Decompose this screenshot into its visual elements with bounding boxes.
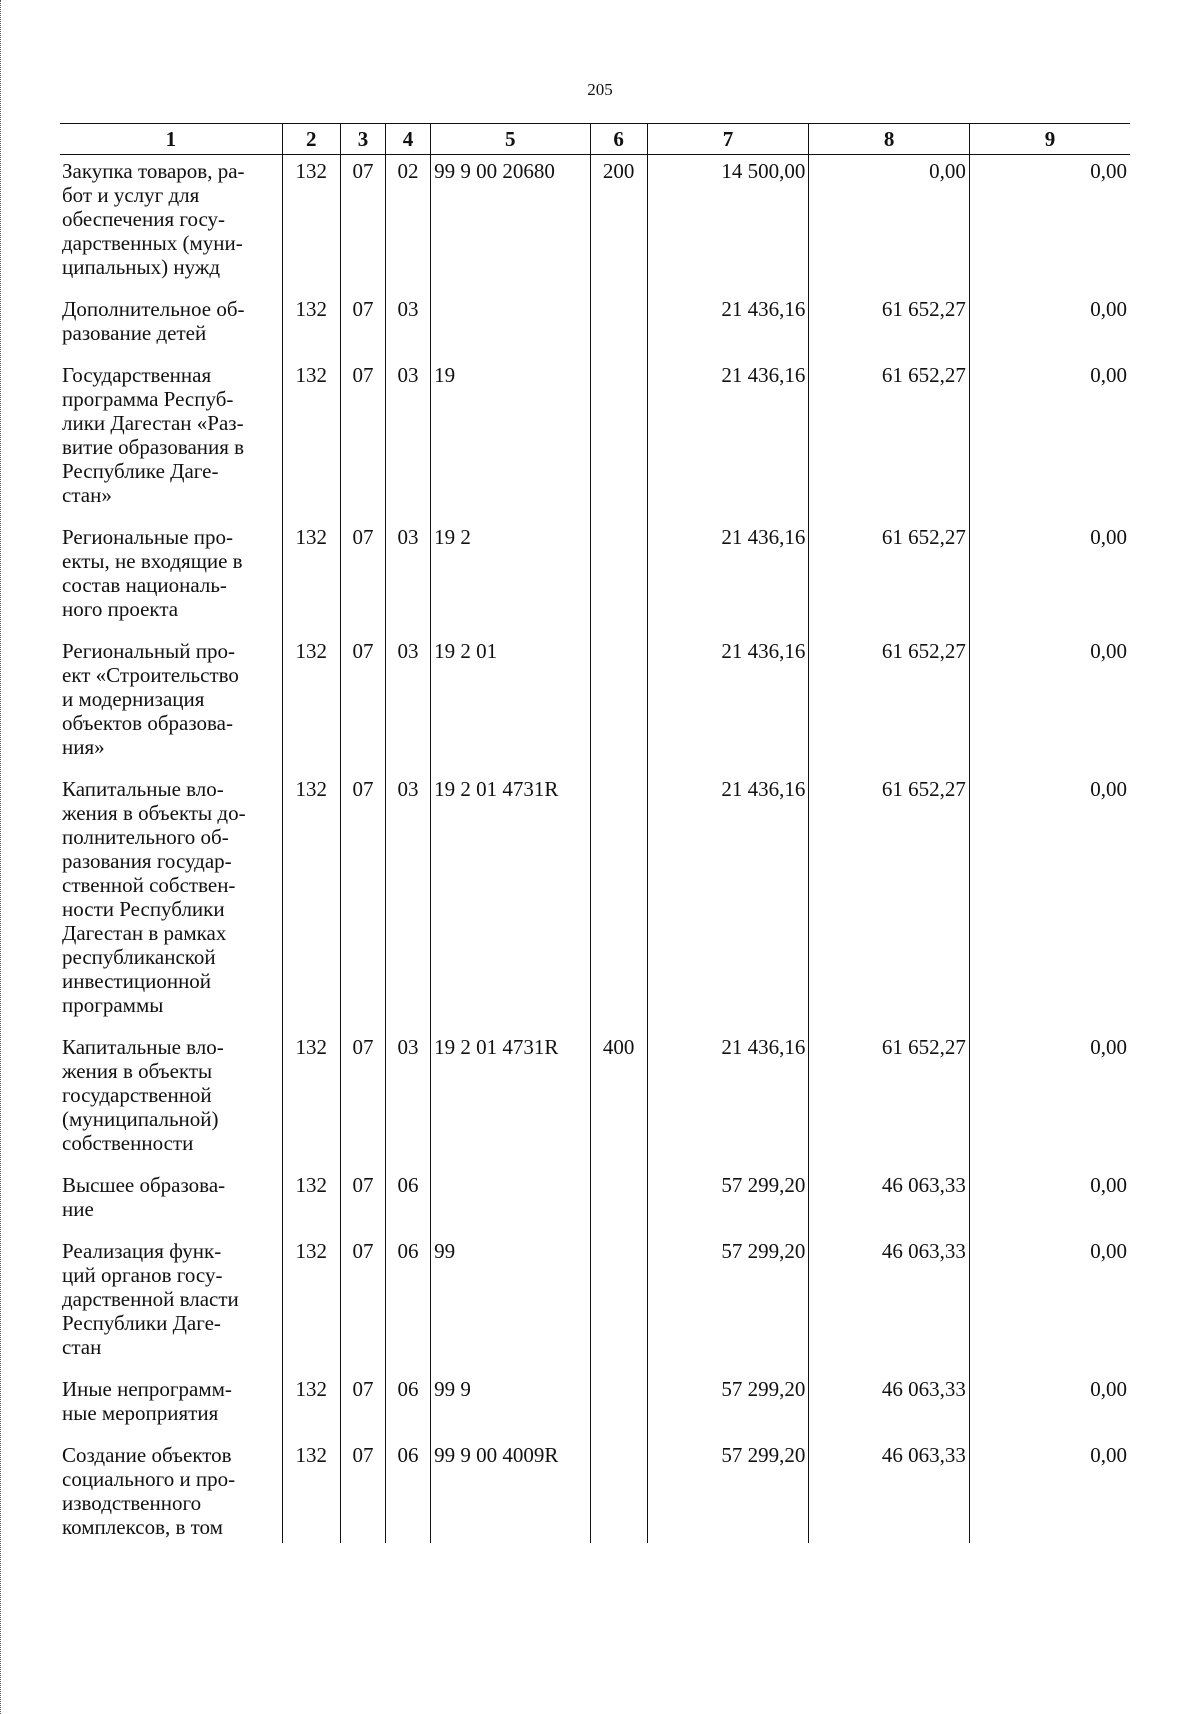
- row-amount-col9: 0,00: [969, 635, 1130, 773]
- row-code-col5: 99 9 00 4009R: [431, 1439, 590, 1543]
- table-body: [60, 155, 1130, 1544]
- row-name-cell: Региональный про- ект «Строительство и модернизация объектов образова- ния»: [62, 639, 239, 759]
- row-code-col3: 07: [340, 155, 385, 294]
- row-code-col4: 02: [385, 155, 430, 294]
- row-code-col4: 06: [385, 1235, 430, 1373]
- row-code-col5: [431, 1169, 590, 1235]
- row-code-col2: 132: [282, 359, 340, 521]
- row-amount-col8: 61 652,27: [809, 359, 970, 521]
- row-amount-col9: 0,00: [969, 1439, 1130, 1543]
- row-amount-col9: 0,00: [969, 1235, 1130, 1373]
- row-code-col3: 07: [340, 1373, 385, 1439]
- row-code-col4: 06: [385, 1439, 430, 1543]
- row-name-cell: Государственная программа Респуб- лики Дагестан «Раз- витие образования в Республике Даге- стан»: [62, 363, 245, 507]
- row-code-col3: 07: [340, 359, 385, 521]
- row-amount-col7: 21 436,16: [647, 635, 809, 773]
- row-name-cell: Реализация функ- ций органов госу- дарственной власти Республики Даге- стан: [62, 1239, 239, 1359]
- row-code-col5: 19 2: [431, 521, 590, 635]
- row-amount-col7: 57 299,20: [647, 1439, 809, 1543]
- row-code-col6: [590, 635, 647, 773]
- row-name-cell: Высшее образова- ние: [62, 1173, 226, 1221]
- row-amount-col9: 0,00: [969, 1031, 1130, 1169]
- row-amount-col9: 0,00: [969, 1373, 1130, 1439]
- budget-table: [60, 123, 1130, 1543]
- table-header-row: [60, 124, 1130, 155]
- header-col-5: 5: [431, 124, 590, 155]
- table-row: [60, 521, 1130, 635]
- row-code-col4: 03: [385, 1031, 430, 1169]
- row-code-col4: 03: [385, 635, 430, 773]
- row-code-col6: [590, 1373, 647, 1439]
- table-row: [60, 1235, 1130, 1373]
- row-amount-col7: 57 299,20: [647, 1235, 809, 1373]
- table-row: [60, 635, 1130, 773]
- row-amount-col8: 61 652,27: [809, 773, 970, 1031]
- row-amount-col8: 61 652,27: [809, 293, 970, 359]
- row-code-col3: 07: [340, 521, 385, 635]
- row-code-col2: 132: [282, 1169, 340, 1235]
- row-code-col6: [590, 359, 647, 521]
- row-code-col2: 132: [282, 773, 340, 1031]
- header-col-7: 7: [647, 124, 809, 155]
- row-amount-col7: 21 436,16: [647, 521, 809, 635]
- row-code-col2: 132: [282, 1439, 340, 1543]
- row-code-col4: 06: [385, 1373, 430, 1439]
- row-amount-col8: 46 063,33: [809, 1373, 970, 1439]
- header-col-1: 1: [60, 124, 282, 155]
- row-amount-col8: 61 652,27: [809, 521, 970, 635]
- row-amount-col9: 0,00: [969, 1169, 1130, 1235]
- row-code-col2: 132: [282, 1031, 340, 1169]
- row-code-col2: 132: [282, 155, 340, 294]
- row-code-col4: 03: [385, 773, 430, 1031]
- row-code-col3: 07: [340, 635, 385, 773]
- row-code-col5: 19 2 01 4731R: [431, 1031, 590, 1169]
- row-name-cell: Капитальные вло- жения в объекты государственной (муниципальной) собственности: [62, 1035, 224, 1155]
- row-code-col2: 132: [282, 635, 340, 773]
- row-code-col3: 07: [340, 293, 385, 359]
- row-code-col5: 19: [431, 359, 590, 521]
- header-col-4: 4: [385, 124, 430, 155]
- header-col-6: 6: [590, 124, 647, 155]
- row-code-col2: 132: [282, 521, 340, 635]
- row-amount-col7: 21 436,16: [647, 1031, 809, 1169]
- row-code-col4: 03: [385, 293, 430, 359]
- row-code-col5: 19 2 01 4731R: [431, 773, 590, 1031]
- row-amount-col7: 57 299,20: [647, 1373, 809, 1439]
- table-row: [60, 1373, 1130, 1439]
- row-amount-col8: 61 652,27: [809, 635, 970, 773]
- row-amount-col9: 0,00: [969, 293, 1130, 359]
- row-amount-col8: 0,00: [809, 155, 970, 294]
- row-amount-col7: 57 299,20: [647, 1169, 809, 1235]
- scan-left-edge: [0, 0, 3, 1714]
- row-name-cell: Иные непрограмм- ные мероприятия: [62, 1377, 232, 1425]
- row-amount-col7: 21 436,16: [647, 773, 809, 1031]
- row-amount-col7: 21 436,16: [647, 293, 809, 359]
- table-row: [60, 1169, 1130, 1235]
- row-code-col5: 99: [431, 1235, 590, 1373]
- row-code-col5: 99 9: [431, 1373, 590, 1439]
- header-col-2: 2: [282, 124, 340, 155]
- row-code-col6: [590, 773, 647, 1031]
- row-amount-col8: 61 652,27: [809, 1031, 970, 1169]
- row-code-col5: [431, 293, 590, 359]
- row-amount-col9: 0,00: [969, 773, 1130, 1031]
- row-code-col2: 132: [282, 1235, 340, 1373]
- row-amount-col9: 0,00: [969, 359, 1130, 521]
- row-code-col6: [590, 521, 647, 635]
- row-code-col6: 200: [590, 155, 647, 294]
- row-code-col4: 06: [385, 1169, 430, 1235]
- row-code-col3: 07: [340, 1235, 385, 1373]
- row-name-cell: Создание объектов социального и про- изводственного комплексов, в том: [62, 1443, 236, 1539]
- row-name-cell: Закупка товаров, ра- бот и услуг для обеспечения госу- дарственных (муни- ципальных) нужд: [62, 159, 245, 279]
- row-code-col3: 07: [340, 773, 385, 1031]
- table-row: [60, 773, 1130, 1031]
- row-amount-col9: 0,00: [969, 521, 1130, 635]
- table-row: [60, 155, 1130, 294]
- row-code-col4: 03: [385, 521, 430, 635]
- row-amount-col7: 14 500,00: [647, 155, 809, 294]
- header-col-8: 8: [809, 124, 970, 155]
- row-name-cell: Региональные про- екты, не входящие в состав националь- ного проекта: [62, 525, 243, 621]
- row-name-cell: Дополнительное об- разование детей: [62, 297, 245, 345]
- page-number: 205: [587, 80, 613, 99]
- row-code-col5: 19 2 01: [431, 635, 590, 773]
- row-name-cell: Капитальные вло- жения в объекты до- полнительного об- разования государ- ственной собствен- ности Республики Дагестан в рамках республиканской инвестиционной программы: [62, 777, 246, 1017]
- row-amount-col8: 46 063,33: [809, 1439, 970, 1543]
- row-code-col6: [590, 1169, 647, 1235]
- table-row: [60, 359, 1130, 521]
- row-code-col2: 132: [282, 293, 340, 359]
- row-code-col3: 07: [340, 1031, 385, 1169]
- row-code-col2: 132: [282, 1373, 340, 1439]
- row-code-col6: 400: [590, 1031, 647, 1169]
- row-amount-col7: 21 436,16: [647, 359, 809, 521]
- table-row: [60, 293, 1130, 359]
- row-code-col6: [590, 293, 647, 359]
- table-row: [60, 1031, 1130, 1169]
- row-code-col6: [590, 1235, 647, 1373]
- row-code-col3: 07: [340, 1439, 385, 1543]
- row-amount-col8: 46 063,33: [809, 1235, 970, 1373]
- row-code-col6: [590, 1439, 647, 1543]
- header-col-9: 9: [969, 124, 1130, 155]
- row-code-col3: 07: [340, 1169, 385, 1235]
- row-code-col4: 03: [385, 359, 430, 521]
- header-col-3: 3: [340, 124, 385, 155]
- table-row: [60, 1439, 1130, 1543]
- row-code-col5: 99 9 00 20680: [431, 155, 590, 294]
- row-amount-col9: 0,00: [969, 155, 1130, 294]
- row-amount-col8: 46 063,33: [809, 1169, 970, 1235]
